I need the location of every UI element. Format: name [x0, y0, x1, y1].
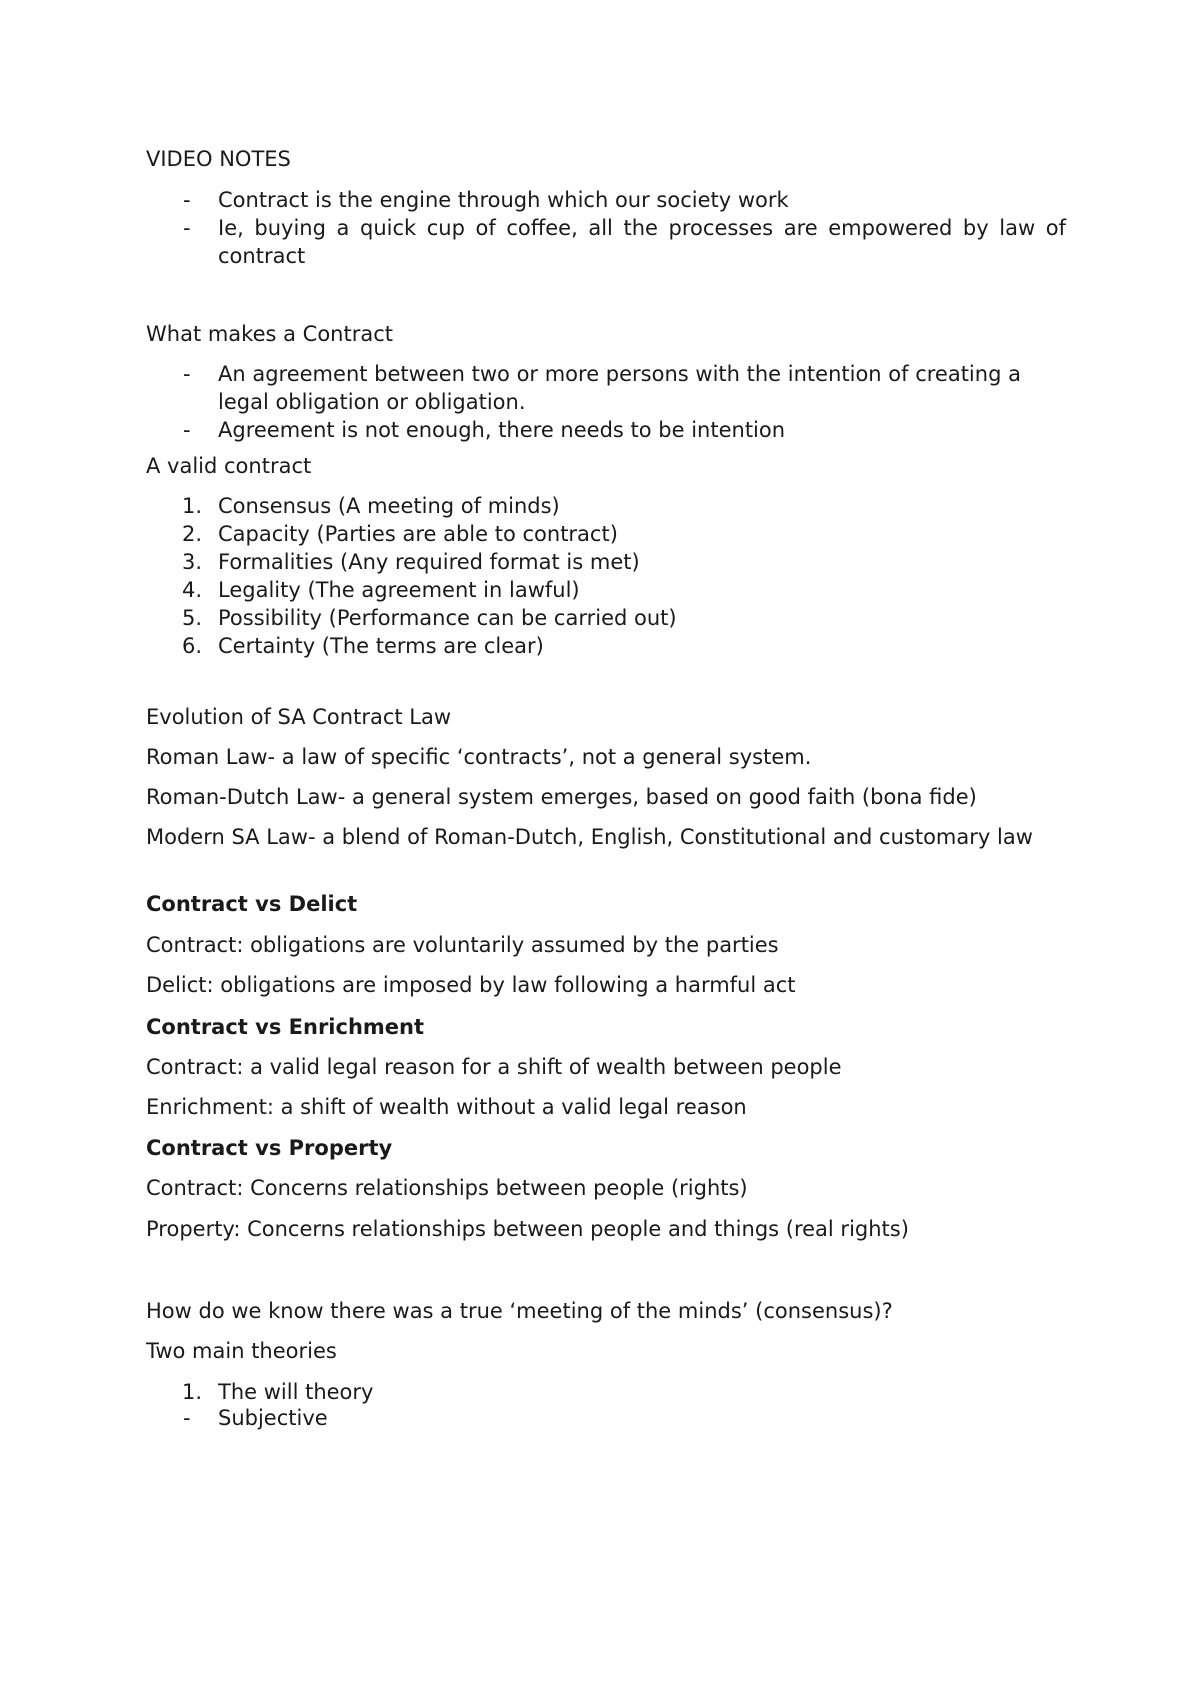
dash-marker: - — [183, 1406, 191, 1430]
enrichment-contract-text: Contract: a valid legal reason for a shift of wealth between people — [146, 1055, 842, 1079]
list-item: - Agreement is not enough, there needs to be intention — [183, 418, 786, 442]
dash-marker: - — [183, 188, 191, 212]
modern-sa-law-text: Modern SA Law- a blend of Roman-Dutch, English, Constitutional and customary law — [146, 825, 1033, 849]
dash-marker: - — [183, 362, 191, 386]
list-item: 4. Legality (The agreement in lawful) — [182, 578, 580, 602]
list-item: - Ie, buying a quick cup of coffee, all the processes are empowered by law of contract — [183, 216, 1066, 268]
property-contract-text: Contract: Concerns relationships between people (rights) — [146, 1176, 748, 1200]
list-item: - Subjective — [183, 1406, 328, 1430]
list-item: 1. Consensus (A meeting of minds) — [182, 494, 560, 518]
valid-contract-title: A valid contract — [146, 454, 312, 478]
roman-dutch-law-text: Roman-Dutch Law- a general system emerges, based on good faith (bona fide) — [146, 785, 977, 809]
list-item: 5. Possibility (Performance can be carried out) — [182, 606, 677, 630]
list-item: 6. Certainty (The terms are clear) — [182, 634, 544, 658]
list-item: 1. The will theory — [182, 1380, 374, 1404]
contract-vs-delict-heading: Contract vs Delict — [146, 892, 358, 916]
contract-vs-enrichment-heading: Contract vs Enrichment — [146, 1015, 425, 1039]
consensus-question: How do we know there was a true ‘meeting of the minds’ (consensus)? — [146, 1299, 893, 1323]
video-notes-title: VIDEO NOTES — [146, 147, 291, 171]
two-theories-title: Two main theories — [146, 1339, 337, 1363]
delict-text: Delict: obligations are imposed by law following a harmful act — [146, 973, 796, 997]
list-item: 2. Capacity (Parties are able to contract) — [182, 522, 618, 546]
theories-list — [146, 1378, 1066, 1406]
delict-contract-text: Contract: obligations are voluntarily assumed by the parties — [146, 933, 779, 957]
enrichment-text: Enrichment: a shift of wealth without a valid legal reason — [146, 1095, 747, 1119]
dash-marker: - — [183, 418, 191, 442]
list-item: - Contract is the engine through which our society work — [183, 188, 789, 212]
what-makes-list — [146, 360, 1066, 444]
contract-vs-property-heading: Contract vs Property — [146, 1136, 393, 1160]
list-item: - An agreement between two or more persons with the intention of creating a legal obligation or obligation. — [183, 362, 1021, 414]
list-item: 3. Formalities (Any required format is met) — [182, 550, 640, 574]
dash-marker: - — [183, 216, 191, 240]
property-text: Property: Concerns relationships between people and things (real rights) — [146, 1217, 909, 1241]
roman-law-text: Roman Law- a law of specific ‘contracts’, not a general system. — [146, 745, 812, 769]
video-notes-list — [146, 186, 1066, 270]
what-makes-title: What makes a Contract — [146, 322, 394, 346]
valid-contract-list — [146, 492, 1066, 660]
theory-bullets — [146, 1404, 1066, 1432]
evolution-title: Evolution of SA Contract Law — [146, 705, 452, 729]
